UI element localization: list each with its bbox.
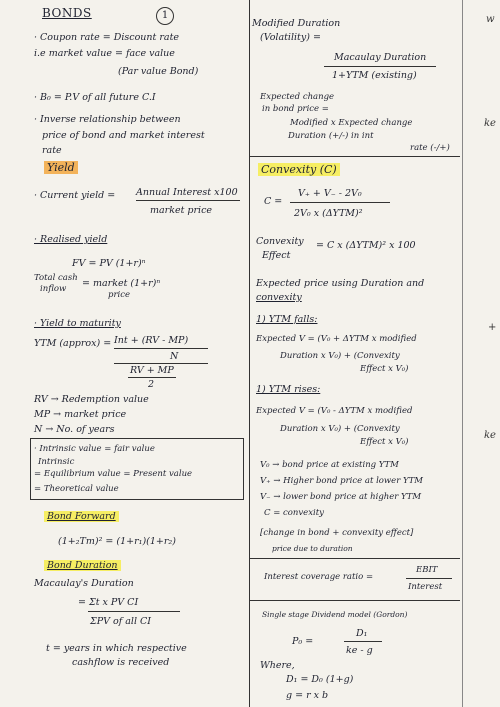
ytm-label: YTM (approx) = xyxy=(34,338,112,349)
ytm-rises-eq-3: Effect x V₀) xyxy=(360,437,409,447)
ytm-rises-eq-1: Expected V = (V₀ - ΔYTM x modified xyxy=(256,406,413,416)
par-value: (Par value Bond) xyxy=(118,66,199,77)
margin-mark-4: ke xyxy=(484,430,496,441)
rv-definition: RV → Redemption value xyxy=(34,394,149,405)
page-number: 1 xyxy=(156,7,174,25)
section-divider-3 xyxy=(250,600,460,601)
bond-forward-heading: Bond Forward xyxy=(44,511,119,522)
section-divider-2 xyxy=(250,558,460,559)
c-equation-line xyxy=(290,202,390,203)
interest-coverage-denominator: Interest xyxy=(408,582,443,592)
intrinsic-line-2: Intrinsic xyxy=(38,457,75,467)
margin-mark-2: ke xyxy=(484,118,496,129)
inverse-line-1: · Inverse relationship between xyxy=(34,114,181,125)
change-line-1: [change in bond + convexity effect] xyxy=(260,528,414,538)
expected-price-1: Expected price using Duration and xyxy=(256,278,425,289)
ytm-den-num: RV + MP xyxy=(130,365,174,376)
ytm-rises: 1) YTM rises: xyxy=(256,384,321,395)
where-label: Where, xyxy=(260,660,295,671)
exp-change-1: Expected change xyxy=(260,92,335,102)
ytm-falls-eq-1: Expected V = (V₀ + ΔYTM x modified xyxy=(256,334,417,344)
ytm-falls-eq-2: Duration x V₀) + (Convexity xyxy=(280,351,400,361)
macaulay-denominator: ΣPV of all CI xyxy=(90,616,152,627)
ytm-heading: · Yield to maturity xyxy=(34,318,121,329)
exp-change-4: Duration (+/-) in int xyxy=(288,131,374,141)
c-equation-label: C = xyxy=(264,196,283,207)
p0-numerator: D₁ xyxy=(356,628,368,639)
margin-mark-1: w xyxy=(486,14,495,25)
total-cash-1: Total cash xyxy=(34,273,78,283)
mod-duration-1: Modified Duration xyxy=(252,18,341,29)
mod-duration-2: (Volatility) = xyxy=(260,32,321,43)
margin-mark-3: + xyxy=(488,322,497,333)
p0-denominator: ke - g xyxy=(346,645,373,656)
exp-change-2: in bond price = xyxy=(262,104,329,114)
ytm-rises-eq-2: Duration x V₀) + (Convexity xyxy=(280,424,400,434)
interest-coverage-label: Interest coverage ratio = xyxy=(264,572,374,582)
inverse-line-3: rate xyxy=(42,145,62,156)
bond-duration-heading: Bond Duration xyxy=(44,560,121,571)
ytm-den-den: 2 xyxy=(148,379,155,390)
n-definition: N → No. of years xyxy=(34,424,115,435)
total-cash-2: inflow xyxy=(40,284,67,294)
v0-definition: V₀ → bond price at existing YTM xyxy=(260,460,399,470)
exp-change-3: Modified x Expected change xyxy=(290,118,413,128)
c-equation-numerator: V₊ + V₋ - 2V₀ xyxy=(298,188,362,199)
p0-fraction-line xyxy=(344,641,382,642)
c-definition: C = convexity xyxy=(264,508,324,518)
margin-line xyxy=(462,0,463,707)
convexity-effect-rhs: = C x (ΔYTM)² x 100 xyxy=(316,240,416,251)
macaulay-heading: Macaulay's Duration xyxy=(34,578,134,589)
c-equation-denominator: 2V₀ x (ΔYTM)² xyxy=(294,208,363,219)
t-definition-2: cashflow is received xyxy=(72,657,170,668)
current-yield-denominator: market price xyxy=(150,205,213,216)
theoretical-line: = Theoretical value xyxy=(34,484,119,494)
coupon-rate: · Coupon rate = Discount rate xyxy=(34,32,180,43)
ytm-falls-eq-3: Effect x V₀) xyxy=(360,364,409,374)
current-yield-label: · Current yield = xyxy=(34,190,116,201)
mod-fraction-line xyxy=(324,66,436,67)
d1-equation: D₁ = D₀ (1+g) xyxy=(286,674,354,685)
exp-change-5: rate (-/+) xyxy=(410,143,450,153)
mp-definition: MP → market price xyxy=(34,409,127,420)
t-definition-1: t = years in which respective xyxy=(46,643,187,654)
market-value: i.e market value = face value xyxy=(34,48,175,59)
ytm-den-line xyxy=(128,377,176,378)
ytm-falls: 1) YTM falls: xyxy=(256,314,318,325)
macaulay-fraction-line xyxy=(88,611,180,612)
fv-equation: FV = PV (1+r)ⁿ xyxy=(72,258,146,269)
mod-numerator: Macaulay Duration xyxy=(334,52,427,63)
p0-label: P₀ = xyxy=(292,636,314,647)
convexity-heading: Convexity (C) xyxy=(258,164,340,175)
convexity-effect-1: Convexity xyxy=(256,236,304,247)
ytm-inner-line xyxy=(114,348,208,349)
single-stage-heading: Single stage Dividend model (Gordon) xyxy=(262,610,408,619)
change-line-2: price due to duration xyxy=(272,544,353,553)
expected-price-2: convexity xyxy=(256,292,302,303)
equilibrium-line: = Equilibrium value = Present value xyxy=(34,469,193,479)
mod-denominator: 1+YTM (existing) xyxy=(332,70,417,81)
macaulay-numerator: = Σt x PV CI xyxy=(78,597,139,608)
realised-yield-heading: · Realised yield xyxy=(34,234,108,245)
interest-coverage-numerator: EBIT xyxy=(416,565,438,575)
bond-value: · B₀ = P.V of all future C.I xyxy=(34,92,156,103)
current-yield-numerator: Annual Interest x100 xyxy=(136,187,238,198)
ytm-n: N xyxy=(170,351,179,362)
convexity-effect-2: Effect xyxy=(262,250,291,261)
vminus-definition: V₋ → lower bond price at higher YTM xyxy=(260,492,422,502)
section-divider-1 xyxy=(250,156,460,157)
ytm-numerator: Int + (RV - MP) xyxy=(114,335,189,346)
price-label: price xyxy=(108,290,131,300)
ytm-main-line xyxy=(114,363,208,364)
intrinsic-line-1: · Intrinsic value = fair value xyxy=(34,444,155,454)
current-yield-fraction-line xyxy=(136,200,240,201)
interest-coverage-line xyxy=(406,578,452,579)
bonds-title: BONDS xyxy=(42,6,92,20)
g-equation: g = r x b xyxy=(286,690,329,701)
market-equation: = market (1+r)ⁿ xyxy=(82,278,161,289)
forward-equation: (1+₂Tm)² = (1+r₁)(1+r₂) xyxy=(58,536,176,547)
yield-heading: Yield xyxy=(44,162,78,173)
inverse-line-2: price of bond and market interest xyxy=(42,130,205,141)
vplus-definition: V₊ → Higher bond price at lower YTM xyxy=(260,476,423,486)
right-column xyxy=(250,0,488,707)
